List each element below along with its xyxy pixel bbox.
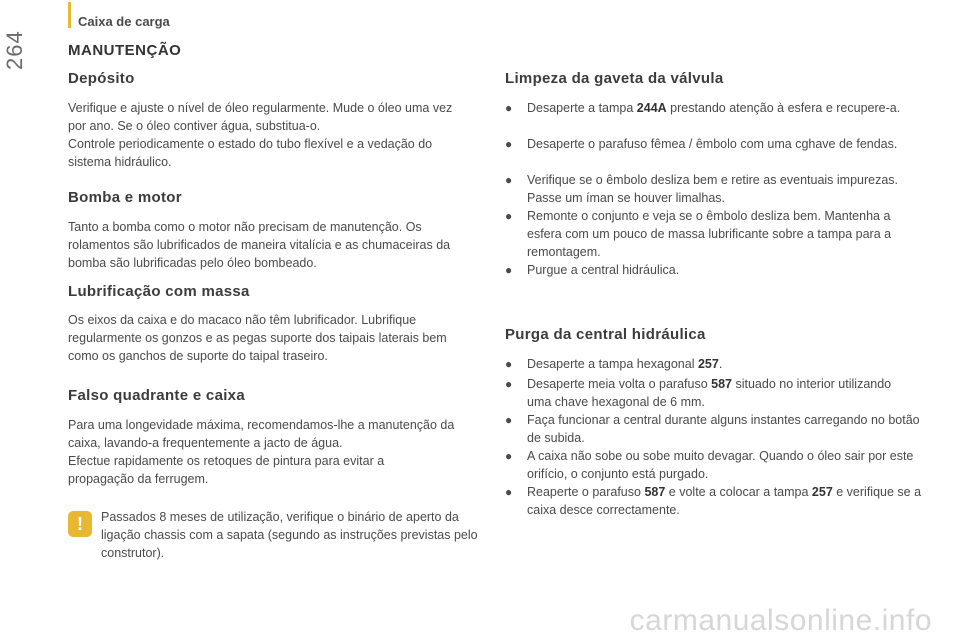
bomba-paragraph: Tanto a bomba como o motor não precisam de manutenção. Os rolamentos são lubrificados de maneira vitalícia e as chumaceiras da bomba são lubrificadas pelo óleo bombeado. <box>68 220 451 270</box>
falso-paragraph-2: Efectue rapidamente os retoques de pintura para evitar a propagação da ferrugem. <box>68 454 385 486</box>
bullet-icon: ● <box>505 101 513 115</box>
falso-paragraph-1: Para uma longevidade máxima, recomendamos-lhe a manutenção da caixa, lavando-a frequentemente a jacto de água. <box>68 418 455 450</box>
section-header: Caixa de carga <box>78 14 170 29</box>
heading-purga: Purga da central hidráulica <box>505 326 706 343</box>
heading-falso-quadrante: Falso quadrante e caixa <box>68 387 245 404</box>
bullet-icon: ● <box>505 263 513 277</box>
heading-bomba-motor: Bomba e motor <box>68 189 182 206</box>
lubrificacao-paragraph: Os eixos da caixa e do macaco não têm lubrificador. Lubrifique regularmente os gonzos e as pegas suporte dos taipais laterais bem como os ganchos de suporte do taipal traseiro. <box>68 313 447 363</box>
heading-limpeza: Limpeza da gaveta da válvula <box>505 70 724 87</box>
bullet-icon: ● <box>505 357 513 371</box>
page-number: 264 <box>2 30 27 70</box>
watermark: carmanualsonline.info <box>629 604 932 637</box>
bullet-icon: ● <box>505 485 513 499</box>
limpeza-bullet-2: ● Desaperte o parafuso fêmea / êmbolo com uma cghave de fendas. <box>505 137 898 151</box>
limpeza-bullet-3: ● Verifique se o êmbolo desliza bem e retire as eventuais impurezas. Passe um íman se houver limalhas. <box>505 173 899 205</box>
bullet-icon: ● <box>505 173 513 187</box>
limpeza-bullet-1: ● Desaperte a tampa 244A prestando atenção à esfera e recupere-a. <box>505 101 901 115</box>
heading-lubrificacao: Lubrificação com massa <box>68 283 250 300</box>
heading-deposito: Depósito <box>68 70 135 87</box>
purga-bullet-1: ● Desaperte a tampa hexagonal 257. <box>505 357 723 371</box>
warning-icon: ! <box>68 511 92 537</box>
warning-text: Passados 8 meses de utilização, verifique o binário de aperto da ligação chassis com a sapata (segundo as instruções previstas pelo construtor). <box>101 510 478 560</box>
purga-bullet-4: ● A caixa não sobe ou sobe muito devagar. Quando o óleo sair por este orifício, o conjunto está purgado. <box>505 449 914 481</box>
bullet-icon: ● <box>505 413 513 427</box>
limpeza-bullet-5: ● Purgue a central hidráulica. <box>505 263 680 277</box>
purga-bullet-2: ● Desaperte meia volta o parafuso 587 situado no interior utilizando uma chave hexagonal de 6 mm. <box>505 377 892 409</box>
bullet-icon: ● <box>505 209 513 223</box>
bullet-icon: ● <box>505 377 513 391</box>
limpeza-bullet-4: ● Remonte o conjunto e veja se o êmbolo desliza bem. Mantenha a esfera com um pouco de massa lubrificante sobre a tampa para a remontagem. <box>505 209 892 259</box>
header-accent-bar <box>68 2 71 28</box>
bullet-icon: ● <box>505 449 513 463</box>
deposito-paragraph-1: Verifique e ajuste o nível de óleo regularmente. Mude o óleo uma vez por ano. Se o óleo contiver água, substitua-o. <box>68 101 453 133</box>
bullet-icon: ● <box>505 137 513 151</box>
deposito-paragraph-2: Controle periodicamente o estado do tubo flexível e a vedação do sistema hidráulico. <box>68 137 433 169</box>
page-title: MANUTENÇÃO <box>68 42 182 59</box>
purga-bullet-3: ● Faça funcionar a central durante alguns instantes carregando no botão de subida. <box>505 413 920 445</box>
purga-bullet-5: ● Reaperte o parafuso 587 e volte a colocar a tampa 257 e verifique se a caixa desce correctamente. <box>505 485 922 517</box>
